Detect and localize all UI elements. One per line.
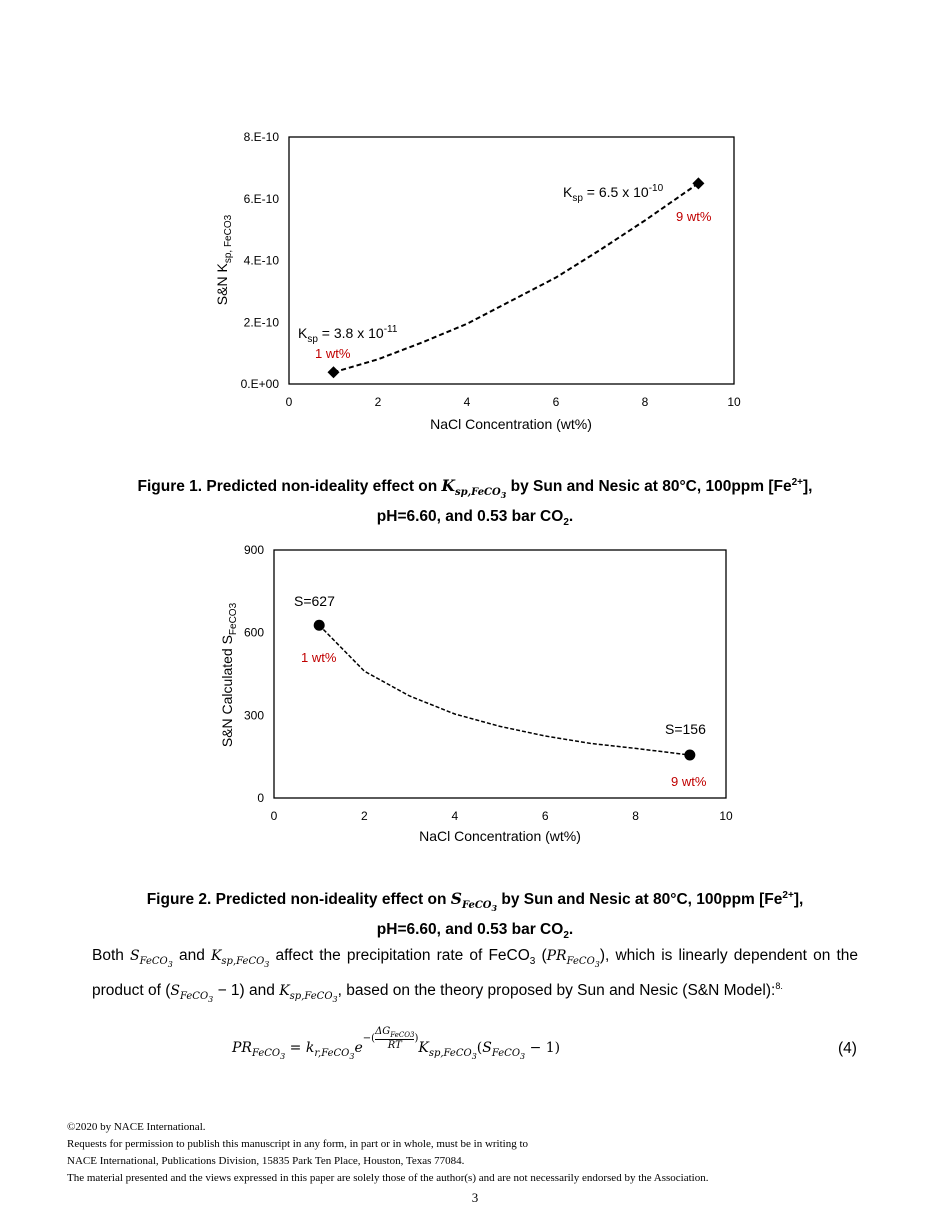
x-tick-label: 6	[541, 809, 549, 823]
y-tick-label: 300	[243, 708, 264, 723]
x-tick-label: 2	[374, 395, 382, 409]
figure1-chart	[200, 120, 760, 440]
x-tick-label: 6	[552, 395, 560, 409]
y-tick-label: 4.E-10	[243, 253, 279, 268]
footer-line: Requests for permission to publish this manuscript in any form, in part or in whole, must be in writing to	[67, 1138, 529, 1150]
x-tick-label: 8	[632, 809, 639, 823]
y-tick-label: 6.E-10	[243, 191, 279, 206]
x-axis-label: NaCl Concentration (wt%)	[419, 828, 581, 844]
x-tick-label: 4	[451, 809, 459, 823]
plot-area	[289, 137, 734, 384]
equation-4: $PR_{FeCO_3} = k_{r,FeCO_3}e-$( $\Delta G_{FeCO3}$ RT )$K_{sp,FeCO_3}(S_{FeCO_3} - 1)$	[232, 1026, 561, 1061]
s-high-annotation: S=156	[665, 721, 706, 737]
ksp-high-annotation: $K_{sp} = 6.5$ x $10^{-10}$	[563, 183, 664, 204]
y-tick-label: 0	[257, 791, 264, 805]
data-point	[328, 366, 340, 378]
high-wt-label: 9 wt%	[676, 209, 712, 224]
footer	[67, 1119, 708, 1187]
footer-line: The material presented and the views expressed in this paper are solely those of the author(s) and are not necessarily endorsed by the Association.	[67, 1172, 709, 1184]
y-tick-label: 0.E+00	[240, 377, 279, 391]
low-wt-label: 1 wt%	[315, 346, 351, 361]
trend-line	[319, 625, 690, 755]
y-axis-label: S&N Calculated $S_{FeCO3}$	[219, 602, 239, 748]
y-tick-label: 600	[243, 625, 264, 640]
x-tick-label: 0	[270, 809, 278, 823]
data-point	[684, 750, 695, 761]
y-axis-label: S&N $K_{sp, FeCO3}$	[214, 214, 234, 306]
trend-line	[334, 183, 699, 372]
plot-area	[274, 550, 726, 798]
figure2-caption: Figure 2. Predicted non-ideality effect on $S_{FeCO_3}$ by Sun and Nesic at 80°C, 100ppm $[Fe^{2+}]$, pH=6.60, and 0.53 bar $CO_2$.	[146, 889, 804, 942]
equation-number: (4)	[838, 1040, 857, 1057]
figure1-caption: Figure 1. Predicted non-ideality effect on $K_{sp,FeCO_3}$ by Sun and Nesic at 80°C, 100ppm $[Fe^{2+}]$, pH=6.60, and 0.53 bar $CO_2$.	[137, 476, 813, 529]
body-paragraph: Both $S_{FeCO_3}$ and $K_{sp,FeCO_3}$ affect the precipitation rate of FeCO$_3$ $(PR_{FeCO_3})$, which is linearly dependent on the product of $(S_{FeCO_3} - 1)$ and $K_{sp,FeCO_3}$, based on the theory proposed by Sun and Nesic (S&N Model):$^{8.}$	[92, 947, 858, 1004]
data-point	[314, 620, 325, 631]
footer-line: NACE International, Publications Division, 15835 Park Ten Place, Houston, Texas 77084.	[67, 1155, 465, 1167]
x-tick-label: 10	[719, 809, 733, 823]
y-tick-label: 2.E-10	[243, 315, 279, 330]
y-tick-label: 900	[243, 543, 264, 557]
x-axis-label: NaCl Concentration (wt%)	[430, 416, 592, 432]
x-tick-label: 2	[361, 809, 368, 823]
y-tick-label: 8.E-10	[243, 130, 279, 144]
figure2-chart	[200, 535, 760, 855]
s-low-annotation: S=627	[294, 593, 335, 609]
x-tick-label: 8	[641, 395, 649, 409]
ksp-low-annotation: $K_{sp} = 3.8$ x $10^{-11}$	[298, 324, 398, 345]
low-wt-label: 1 wt%	[301, 650, 337, 665]
x-tick-label: 0	[285, 395, 293, 409]
high-wt-label: 9 wt%	[671, 774, 707, 789]
page-number: 3	[471, 1190, 479, 1205]
x-tick-label: 10	[727, 395, 741, 409]
footer-line: ©2020 by NACE International.	[67, 1121, 206, 1133]
x-tick-label: 4	[463, 395, 471, 409]
data-point	[692, 177, 704, 189]
